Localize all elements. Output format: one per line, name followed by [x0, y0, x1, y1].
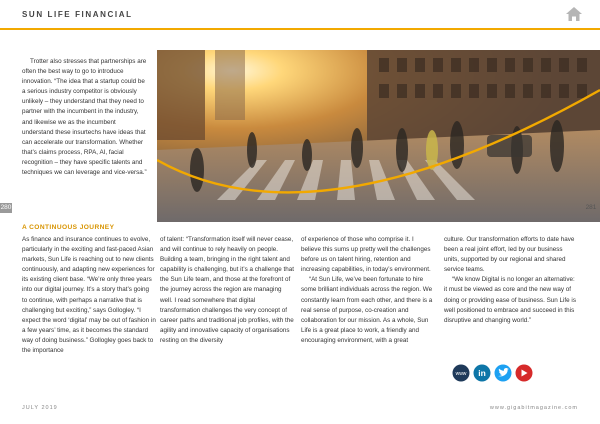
column-1 — [22, 235, 156, 356]
home-icon[interactable] — [565, 6, 583, 22]
youtube-icon[interactable] — [516, 365, 533, 382]
website-link[interactable]: www.gigabitmagazine.com — [489, 405, 578, 411]
section-heading: A CONTINUOUS JOURNEY — [22, 224, 115, 231]
svg-text:www: www — [455, 371, 467, 377]
column-4-paragraph-1: culture. Our transformation efforts to date have been a real joint effort, led by our business units, supported by our regional and shared service teams. — [444, 236, 575, 274]
linkedin-icon[interactable] — [474, 365, 491, 382]
column-4-paragraph-2: “We know Digital is no longer an alternative: it must be viewed as core and the new way of doing or providing ease of business. Sun Life is well positioned to embrace and succeed in this disruptive and changing world.” — [444, 276, 576, 324]
brand-name: SUN LIFE FINANCIAL — [22, 10, 133, 19]
column-2 — [160, 235, 294, 346]
column-3-paragraph-2: “At Sun Life, we’ve been fortunate to hire some brilliant individuals across the region. We constantly learn from each other, and there is a real sense of purpose, co-creation and collaboration for our mission. As a whole, Sun Life is a great place to work, a friendly and encouraging environment, with a great — [301, 276, 433, 344]
page-header — [0, 0, 600, 30]
column-2-paragraph: of talent: “Transformation itself will never cease, and will continue to rely heavily on people. Building a team, bringing in the right talent and capability is challenging, but it’s a challenge that the Sun Life team, and those at the forefront of the journey across the region are managing well. I read somewhere that digital transformation challenges the very concept of career paths and traditional job profiles, with the agility and innovative capacity of organisations resting on the diversity — [160, 236, 294, 344]
page-number-right: 281 — [585, 204, 597, 211]
intro-paragraph: Trotter also stresses that partnerships are often the best way to go to introduce innovation. “The idea that a startup could be a serious industry competitor is obviously unlikely – they understand that they need to partner with the incumbent in the industry, and likewise we as the incumbent understand these insurtechs have ideas that can accelerate our transformation. Whether that’s claims process, RPA, AI, facial recognition – they have specific talents and techniques we can leverage and vice-versa.” — [22, 58, 147, 177]
social-links — [452, 364, 542, 382]
issue-date: JULY 2019 — [22, 405, 58, 411]
header-rule — [0, 28, 600, 30]
column-1-paragraph: As finance and insurance continues to evolve, particularly in the exciting and fast-paced Asian markets, Sun Life is reaching out to new clients continuously, and adapting new experiences for its existing client base. “We’re only three years into our digital journey. It’s a story that’s going to continue, with perhaps a narrative that is challenging but exciting,” says Gollogley. “I expect the word ‘digital’ may be out of fashion in a few years’ time, as it becomes the standard way of doing business.” Gollogley goes back to the importance — [22, 236, 156, 355]
page-number-left: 280 — [0, 204, 12, 211]
column-3-paragraph-1: of experience of those who comprise it. I believe this sums up pretty well the challenges before us on talent hiring, retention and increasing capabilities, in today’s environment. — [301, 236, 431, 274]
column-3 — [301, 235, 435, 346]
city-street-photo — [157, 50, 600, 222]
twitter-icon[interactable] — [495, 365, 512, 382]
www-icon[interactable] — [453, 365, 470, 382]
column-4 — [444, 235, 578, 326]
svg-text:in: in — [478, 368, 486, 378]
